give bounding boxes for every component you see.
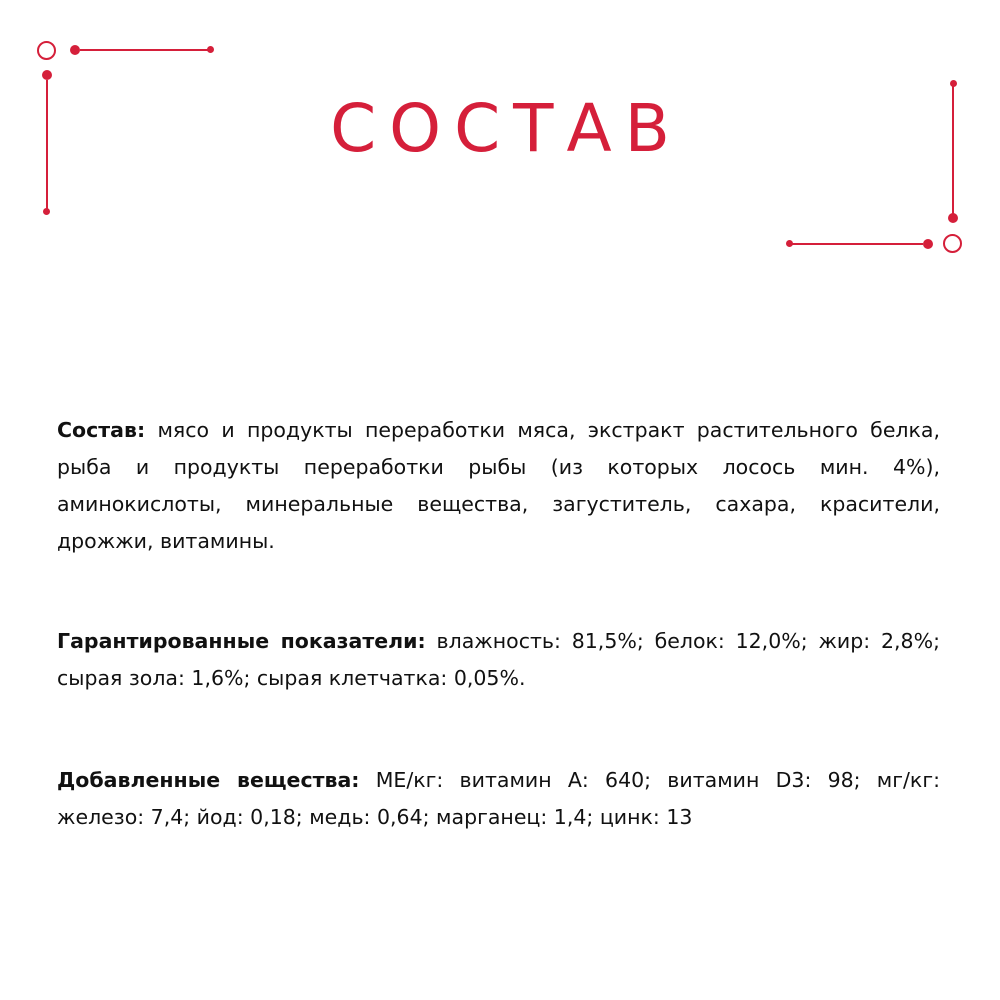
- guaranteed-values-text: влажность: 81,5%; белок: 12,0%; жир: 2,8%; сырая зола: 1,6%; сырая клетчатка: 0,05%.: [57, 629, 940, 690]
- corner-dot-icon: [923, 239, 933, 249]
- corner-dot-icon: [42, 70, 52, 80]
- composition-label: Состав:: [57, 418, 146, 442]
- composition-paragraph: [57, 412, 940, 560]
- corner-dot-icon: [207, 46, 214, 53]
- added-substances-paragraph: [57, 762, 940, 836]
- corner-dot-icon: [948, 213, 958, 223]
- added-substances-text: МЕ/кг: витамин А: 640; витамин D3: 98; мг/кг: железо: 7,4; йод: 0,18; медь: 0,64; марганец: 1,4; цинк: 13: [57, 768, 940, 829]
- corner-ring-icon: [37, 41, 56, 60]
- corner-dot-icon: [43, 208, 50, 215]
- corner-line: [80, 49, 208, 51]
- corner-line: [792, 243, 923, 245]
- corner-ring-icon: [943, 234, 962, 253]
- added-substances-label: Добавленные вещества:: [57, 768, 360, 792]
- composition-text: мясо и продукты переработки мяса, экстракт растительного белка, рыба и продукты переработки рыбы (из которых лосось мин. 4%), аминокислоты, минеральные вещества, загуститель, сахара, красители, дрожжи, витамины.: [57, 418, 940, 553]
- guaranteed-values-label: Гарантированные показатели:: [57, 629, 426, 653]
- corner-dot-icon: [70, 45, 80, 55]
- page-title: СОСТАВ: [330, 90, 683, 167]
- guaranteed-values-paragraph: [57, 623, 940, 697]
- corner-dot-icon: [786, 240, 793, 247]
